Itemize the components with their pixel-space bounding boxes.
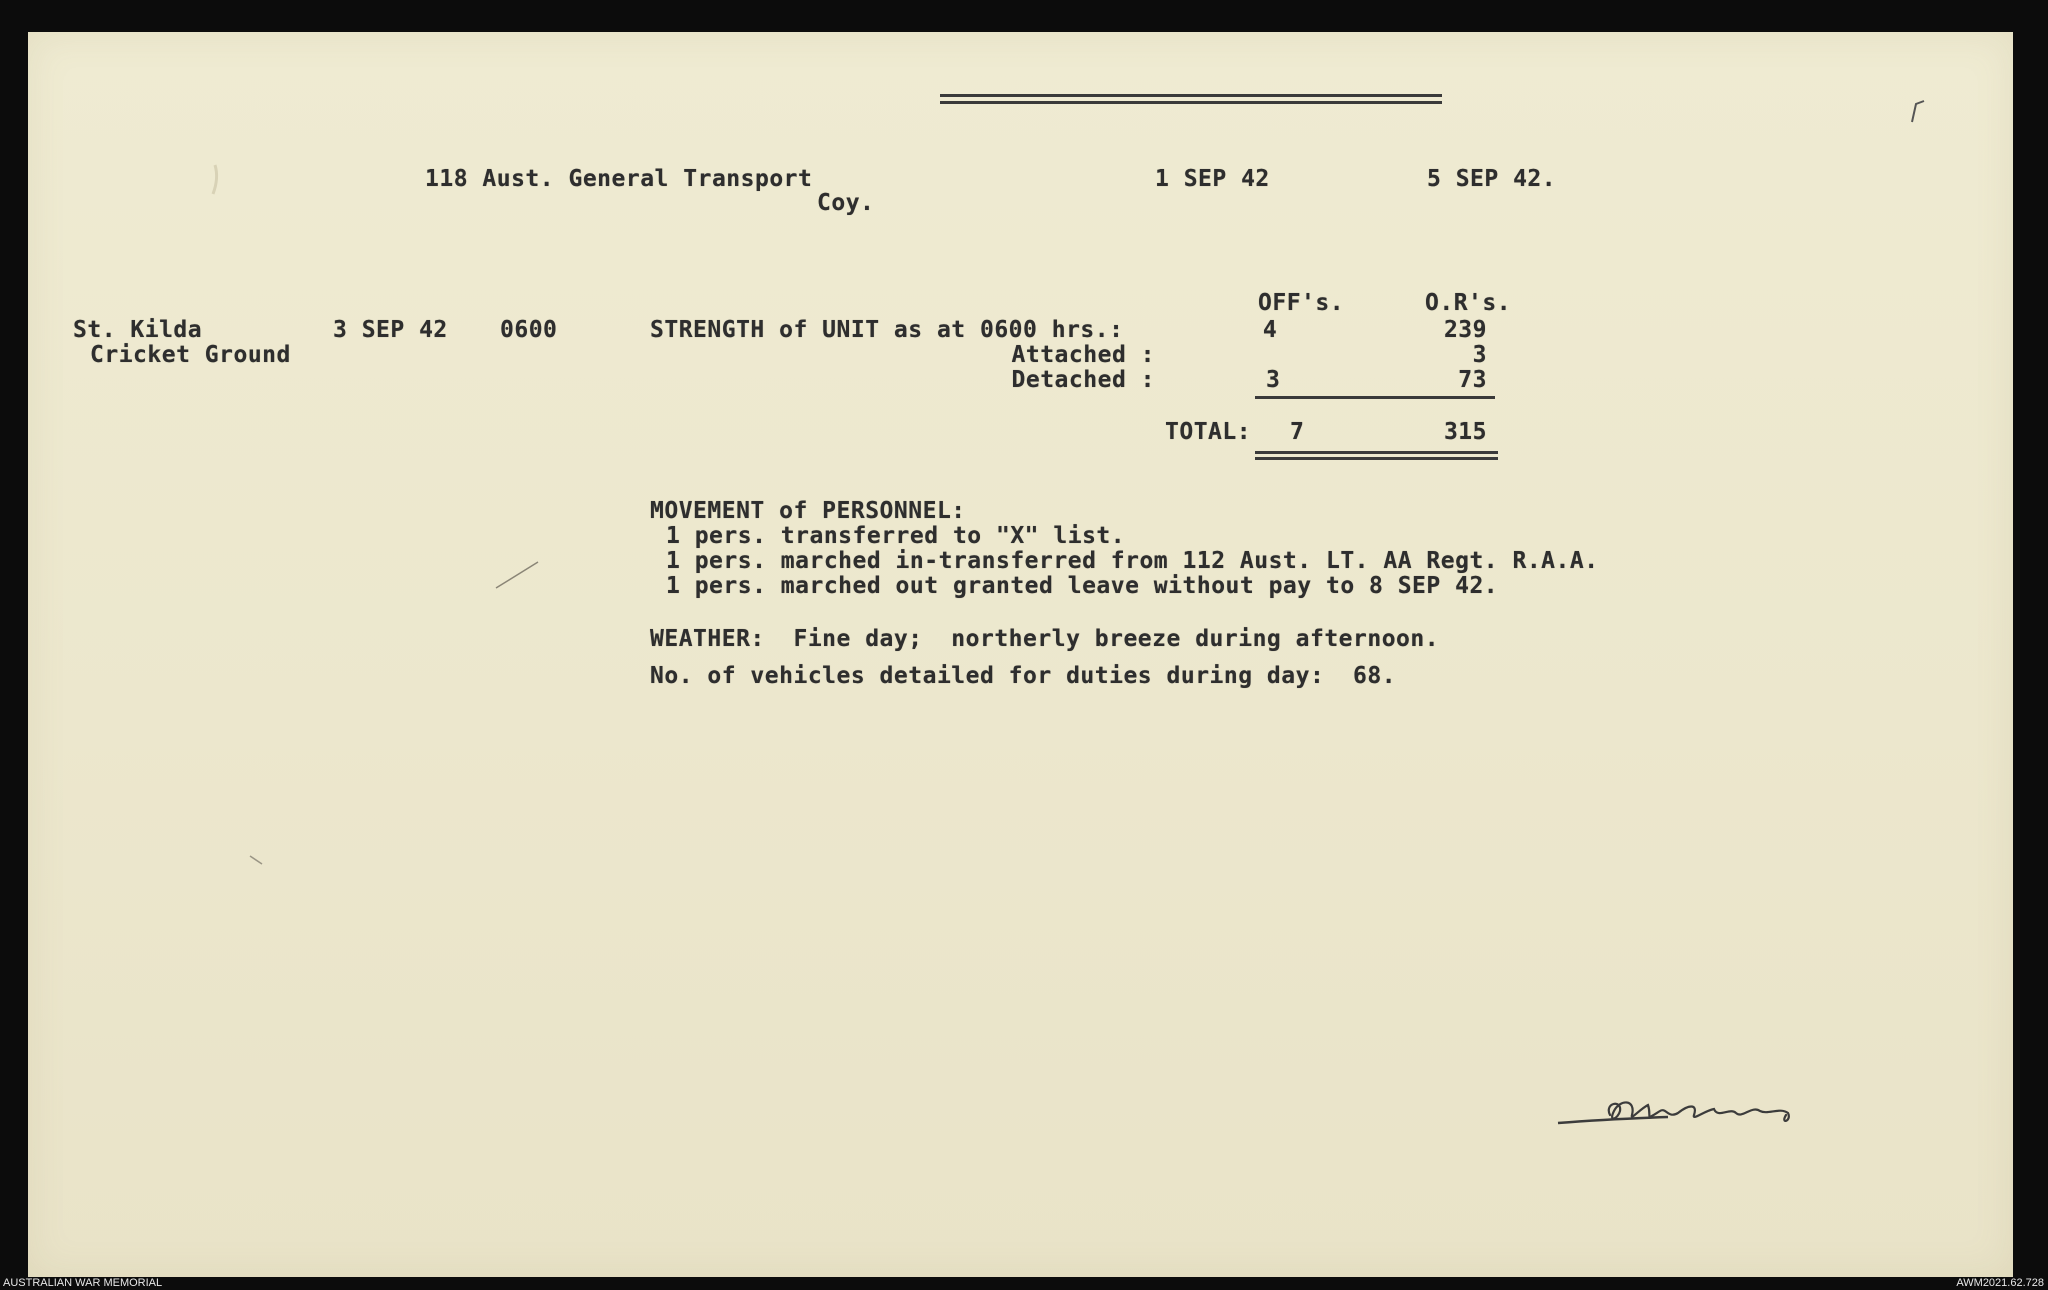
col-offs-header: OFF's. xyxy=(1258,290,1345,316)
unit-name-line1: 118 Aust. General Transport xyxy=(425,166,813,192)
strength-row-offs: 4 xyxy=(1262,317,1278,343)
movement-heading: MOVEMENT of PERSONNEL: xyxy=(650,498,966,524)
col-ors-header: O.R's. xyxy=(1425,290,1512,316)
punch-hole-mark xyxy=(205,160,235,200)
movement-item: 1 pers. transferred to "X" list. xyxy=(666,523,1126,549)
corner-tick-icon xyxy=(1908,98,1928,124)
entry-time: 0600 xyxy=(500,317,558,343)
date-from: 1 SEP 42 xyxy=(1155,166,1270,192)
attached-row-label: Attached : xyxy=(1011,342,1155,368)
vehicles-line: No. of vehicles detailed for duties during day: 68. xyxy=(650,663,1397,689)
footer-accession-number: AWM2021.62.728 xyxy=(1956,1277,2044,1289)
pencil-dot-mark xyxy=(248,854,266,868)
total-rule-top xyxy=(1255,451,1498,454)
footer-archive-label: AUSTRALIAN WAR MEMORIAL xyxy=(3,1277,163,1289)
place-line1: St. Kilda xyxy=(73,317,203,343)
total-offs: 7 xyxy=(1290,419,1305,445)
strength-row-label: STRENGTH of UNIT as at 0600 hrs.: xyxy=(650,317,1124,343)
place-line2: Cricket Ground xyxy=(90,342,291,368)
attached-row-ors: 3 xyxy=(1472,342,1487,368)
movement-item: 1 pers. marched out granted leave without pay to 8 SEP 42. xyxy=(666,573,1499,599)
date-to: 5 SEP 42. xyxy=(1427,166,1557,192)
weather-line: WEATHER: Fine day; northerly breeze during afternoon. xyxy=(650,626,1440,652)
strength-row-ors: 239 xyxy=(1443,317,1487,343)
entry-date: 3 SEP 42 xyxy=(333,317,448,343)
header-rule-bottom xyxy=(940,101,1442,104)
signature-icon xyxy=(1548,1085,1848,1145)
total-rule-bottom xyxy=(1255,457,1498,460)
pencil-stroke-mark xyxy=(492,556,542,592)
detached-row-ors: 73 xyxy=(1458,367,1487,393)
detached-row-offs: 3 xyxy=(1266,367,1281,393)
subtotal-rule xyxy=(1255,396,1495,399)
total-ors: 315 xyxy=(1443,419,1487,445)
unit-name-line2: Coy. xyxy=(817,190,875,216)
header-rule-top xyxy=(940,94,1442,97)
movement-item: 1 pers. marched in-transferred from 112 Aust. LT. AA Regt. R.A.A. xyxy=(666,548,1599,574)
detached-row-label: Detached : xyxy=(1011,367,1155,393)
total-label: TOTAL: xyxy=(1165,419,1252,445)
